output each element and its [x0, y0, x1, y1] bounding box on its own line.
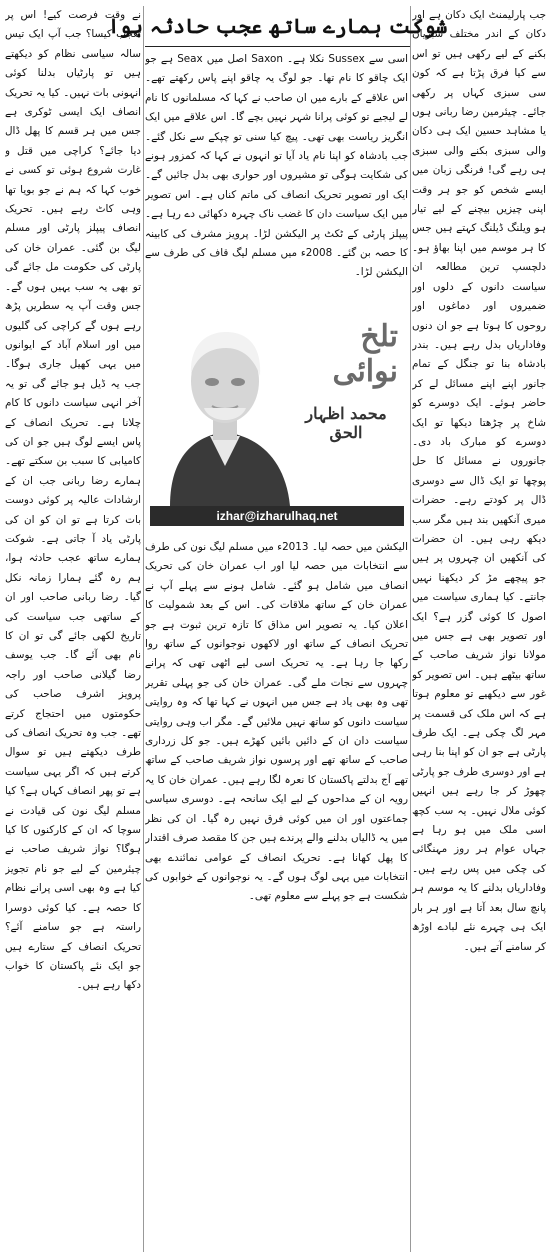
- author-email: izhar@izharulhaq.net: [150, 506, 404, 526]
- article-column-middle: [145, 50, 408, 1252]
- article-text-middle-bottom: الیکشن میں حصہ لیا۔ 2013ء میں مسلم لیگ نون کی طرف سے انتخابات میں حصہ لیا اور اب عمران خان کی تحریک انصاف میں شامل ہو گئے۔ شامل ہونے سے پہلے آپ نے عمران خان کے ساتھ ملاقات کی۔ اس کے بعد شمولیت کا اعلان کیا۔ یہ تصویر اس مذاق کا تازہ ترین ثبوت ہے جو تحریک انصاف کے ساتھ اور لاکھوں نوجوانوں کے ساتھ روا رکھا جا رہا ہے۔ یہ تحریک اسی لیے اٹھی تھی کہ پرانے چہروں سے نجات ملے گی۔ عمران خان کی جو پہلی تقریر تھی وہ بھی یاد ہے جس میں انہوں نے کہا تھا کہ وہ روایتی سیاست دانوں کو ساتھ نہیں ملائیں گے۔ مگر اب وہی روایتی سیاست دان ان کے دائیں بائیں کھڑے ہیں۔ جو کل زرداری صاحب کے ساتھ تھے اور پرسوں نواز شریف صاحب کے ساتھ تھے آج بدلتے پاکستان کا نعرہ لگا رہے ہیں۔ عمران خان کا یہ رویہ ان کے مداحوں کے لیے ایک سانحہ ہے۔ دوسری سیاسی جماعتوں اور ان میں کوئی فرق نہیں رہ گیا۔ ان کی نظر میں یہ ڈالیاں بدلنے والے پرندے ہیں جن کا مقصد صرف اقتدار کا پھل کھانا ہے۔ تحریک انصاف کے عوامی نمائندے بھی انتخابات میں یہی لوگ ہوں گے۔ یہ نوجوانوں کے خوابوں کی شکست ہے جو پہلے سے معلوم تھی۔: [145, 541, 408, 903]
- column-divider: [143, 6, 144, 1252]
- column-title: تلخ نوائی: [332, 319, 398, 389]
- middle-column-bottom: [145, 538, 408, 1252]
- column-divider: [410, 6, 411, 1252]
- author-name: محمد اظہار الحق: [305, 404, 387, 442]
- article-text-left: نے وقت فرصت کیے! اس پر تعجب کیسا؟ جب آپ ایک تیس سالہ سیاسی نظام کو دیکھتے ہیں تو پارٹیاں بدلنا کوئی انہونی بات نہیں۔ کیا یہ تحریک انصاف ایک ایسی ٹوکری ہے جس میں ہر قسم کا پھل ڈال دیا جائے؟ کراچی میں قتل و غارت شروع ہوئی تو کسی نے خوب کہا کہ ہم نے جو بویا تھا وہی کاٹ رہے ہیں۔ تحریک انصاف پیپلز پارٹی اور مسلم لیگ بن گئی۔ عمران خان کی پارٹی کی حکومت مل جائے گی تو بھی یہ سب یہیں ہوں گے۔ جس وقت آپ یہ سطریں پڑھ رہے ہوں گے کراچی کی گلیوں میں اور اسلام آباد کے ایوانوں میں یہی کھیل جاری ہوگا۔ جب یہ ڈیل ہو جائے گی تو یہ آخر انہی سیاست دانوں کا کام چلانا ہے۔ تحریک انصاف کے پاس ایسے لوگ ہیں جو ان کی کامیابی کا سبب بن سکتے تھے۔ ہمارے رضا ربانی جب ان کے ارشادات عالیہ پر کوئی دوست بات کرتا ہے تو ان کو ان کی پارٹی یاد آ جاتی ہے۔ شوکت ہمارے ساتھ عجب حادثہ ہوا، ہم رہ گئے ہمارا زمانہ نکل گیا۔ رضا ربانی صاحب اور ان کے ساتھی جب سیاست کی تاریخ لکھی جائے گی تو ان کا نام بھی آئے گا۔ جب یوسف رضا گیلانی صاحب اور راجہ پرویز اشرف صاحب کی حکومتوں میں احتجاج کرتے تھے۔ جب وہ تحریک انصاف کی طرف دیکھتے ہیں تو سوال کرتے ہیں کہ اگر یہی سیاست ہے تو پھر انصاف کہاں ہے؟ کیا مسلم لیگ نون کی قیادت نے سوچا کہ ان کے کارکنوں کا کیا ہوگا؟ نواز شریف صاحب نے چیئرمین کے لیے جو نام تجویز کیا ہے وہ بھی اسی پرانے نظام کا حصہ ہے۔ کیا کوئی دوسرا راستہ ہے جو سامنے آئے؟ تحریک انصاف کے ستارے ہیں جو ایک نئے پاکستان کا خواب دکھا رہے ہیں۔: [5, 9, 141, 992]
- author-byline-box: [150, 296, 404, 526]
- article-column-left: [5, 6, 141, 1252]
- article-text-right: جب پارلیمنٹ ایک دکان ہے اور دکان کے اندر مختلف سبزیاں بکنے کے لیے رکھی ہیں تو اس سے کیا فرق پڑتا ہے کہ کون سی سبزی کہاں پر رکھی جائے۔ چیئرمین رضا ربانی ہوں یا مشاہد حسین ایک ہی دکان والی سبزی بکنے والی سبزی ہی رہے گی! فرنگی زبان میں ایسے شخص کو جو ہر وقت اپنی چیزیں بیچنے کے لیے تیار ہو ویلنگ ڈیلنگ کہتے ہیں جس کا ہر موسم میں اپنا بھاؤ ہو۔ دلچسپ ترین مطالعہ ان سیاست دانوں کے دلوں اور ضمیروں اور دماغوں اور روحوں کا ہوتا ہے جو ان دنوں وفاداریاں بدل رہے ہیں۔ بندر بادشاہ بنا تو جنگل کے تمام جانور اپنے اپنے مسائل لے کر حاضر ہوئے۔ ایک دوسرے کو شاخ پر چڑھتا دیکھا تو ایک دوسرے کو مبارک باد دی۔ جانوروں نے مسائل کا حل پوچھا تو ایک ڈال سے دوسری ڈال پر کودتے رہے۔ حضرات میری آنکھیں بند ہیں مگر سب دیکھ رہی ہیں۔ ان حضرات کی آنکھیں ان چہروں پر ہیں جو پیچھے مڑ کر دیکھنا نہیں جانتے۔ کیا ہماری سیاست میں اصول کا کوئی گزر ہے؟ ایک اور تصویر بھی ہے جس میں مولانا نواز شریف صاحب کے ساتھ بیٹھے ہیں۔ اس تصویر کو غور سے دیکھیے تو معلوم ہوتا ہے کہ اس ملک کی قسمت پر مہر لگ چکی ہے۔ ایک طرف پارٹی ہے جو ان کو اپنا بنا رہی ہے اور دوسری طرف جو پارٹی چھوڑ کر جا رہے ہیں انہیں کوئی ملال نہیں۔ یہ سب کچھ اسی ملک میں ہو رہا ہے جہاں عوام ہر روز مہنگائی کی چکی میں پس رہے ہیں۔ وفاداریاں بدلنے کا یہ موسم ہر پانچ سال بعد آتا ہے اور ہر بار ایک ہی چہرے نئے لبادے اوڑھ کر سامنے آتے ہیں۔: [412, 9, 546, 953]
- article-text-middle-top: اسی سے Sussex نکلا ہے۔ Saxon اصل میں Seax ہے جو ایک چاقو کا نام تھا۔ جو لوگ یہ چاقو اپنے پاس رکھتے تھے۔ اس علاقے کے بارے میں ان صاحب نے کہا کہ مسلمانوں کا نام لے لیجیے تو کوئی پرانا شہر نہیں بچے گا۔ اس علاقے میں ایک انگریز ریاست بھی تھی۔ پیچ کیا سنی تو چپکے سے نکل گئے۔ جب بادشاہ کو اپنا نام یاد آیا تو انہوں نے کہا کہ کمزور ہونے کی شکایت ہوگی تو مشیروں اور حواری بھی بدل جائیں گے۔ ایک اور تصویر تحریک انصاف کی ماتم کناں ہے۔ اس تصویر میں ایک سیاست دان کا غضب ناک چہرہ دکھائی دے رہا ہے۔ پیپلز پارٹی کے ٹکٹ پر الیکشن لڑا۔ پرویز مشرف کی کابینہ کا حصہ بن گئے۔ 2008ء میں مسلم لیگ قاف کی طرف سے الیکشن لڑا۔: [145, 53, 408, 279]
- headline-banner: [107, 6, 448, 47]
- article-column-right: [412, 6, 546, 1252]
- middle-column-top: [145, 50, 408, 290]
- article-headline: شوکت ہمارے ساتھ عجب حادثہ ہوا: [107, 14, 448, 38]
- author-photo: [150, 296, 300, 506]
